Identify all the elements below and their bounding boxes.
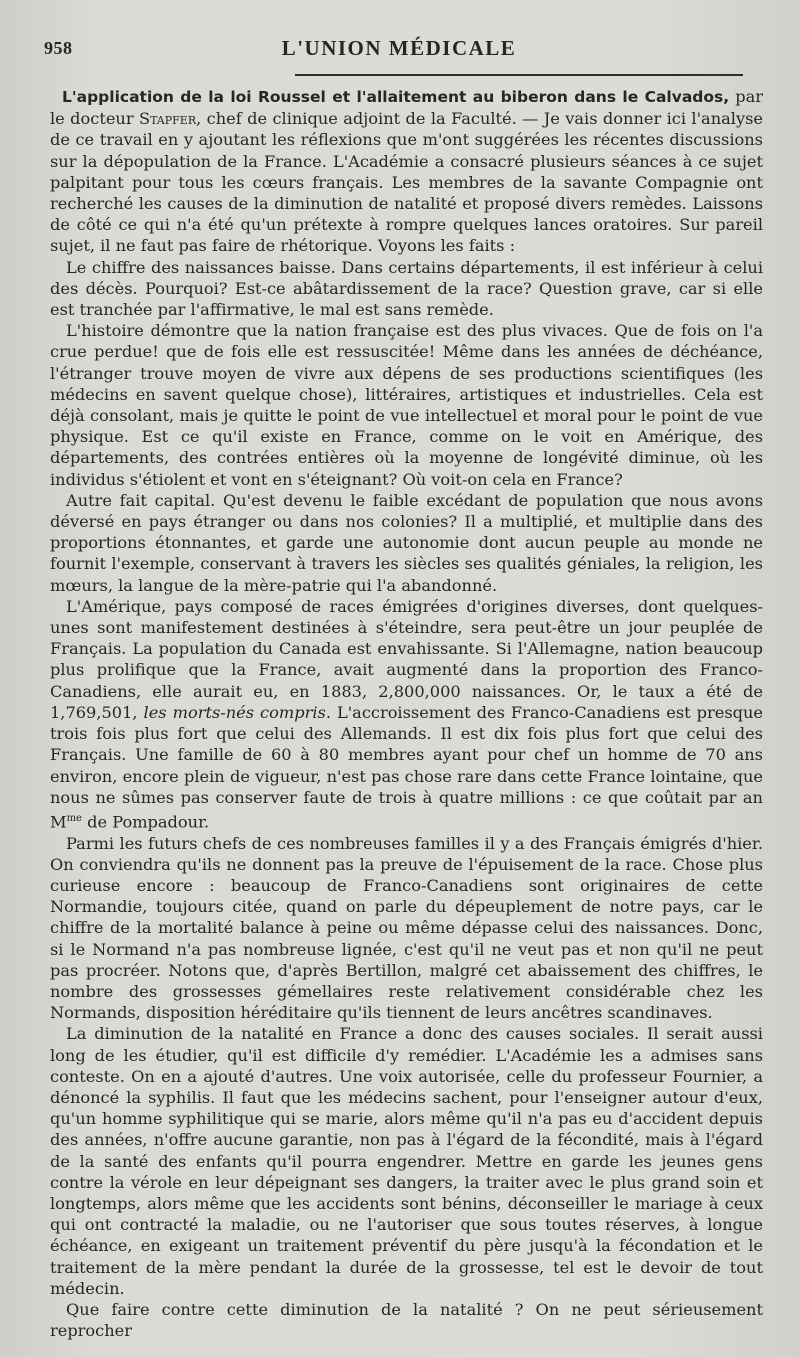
paragraph-5-part-b: . L'accroissement des Franco-Canadiens est presque trois fois plus fort que celui des Allemands. Il est dix fois plus fort que celui des Français. Une famille de 60 à 80 membres ayant pour chef un homme de 70 ans environ, encore plein de vigueur, n'est pas chose rare dans cette France lointaine, que nous ne sûmes pas conserver faute de trois à quatre millions : ce que coûtait par an M (50, 702, 763, 832)
paragraph-3: L'histoire démontre que la nation française est des plus vivaces. Que de fois on l'a crue perdue! que de fois elle est ressuscitée! Même dans les années de déchéance, l'étranger trouve moyen de vivre aux dépens de ses productions scientifiques (les médecins en savent quelque chose), littéraires, artistiques et industrielles. Cela est déjà consolant, mais je quitte le point de vue intellectuel et moral pour le point de vue physique. Est ce qu'il existe en France, comme on le voit en Amérique, des départements, des contrées entières où la moyenne de longévité diminue, où les individus s'étiolent et vont en s'éteignant? Où voit-on cela en France? (50, 321, 763, 489)
paragraph-5-part-a: L'Amérique, pays composé de races émigrées d'origines diverses, dont quelques-unes sont manifestement destinées à s'éteindre, sera peut-être un jour peuplée de Français. La population du Canada est envahissante. Si l'Allemagne, nation beaucoup plus prolifique que la France, avait augmenté dans la proportion des Franco-Canadiens, elle aurait eu, en 1883, 2,800,000 naissances. Or, le taux a été de 1,769,501, (50, 596, 763, 722)
header-rule (295, 74, 743, 76)
lead-connector: par le docteur (50, 87, 763, 129)
paragraph-7: La diminution de la natalité en France a donc des causes sociales. Il serait aussi long de les étudier, qu'il est difficile d'y remédier. L'Académie les a admises sans conteste. On en a ajouté d'autres. Une voix autorisée, celle du professeur Fournier, a dénoncé la syphilis. Il faut que les médecins sachent, pour l'enseigner autour d'eux, qu'un homme syphilitique qui se marie, alors même qu'il n'a pas eu d'accident depuis des années, n'offre aucune garantie, non pas à l'égard de la fécondité, mais à l'égard de la santé des enfants qu'il pourra engendrer. Mettre en garde les jeunes gens contre la vérole en leur dépeignant ses dangers, la traiter avec le plus grand soin et longtemps, alors même que les accidents sont bénins, déconseiller le mariage à ceux qui ont contracté la maladie, ou ne l'autoriser que sous toutes réserves, à longue échéance, en exigeant un traitement préventif du père jusqu'à la fécondation et le traitement de la mère pendant la durée de la grossesse, tel est le devoir de tout médecin. (50, 1024, 763, 1298)
superscript-me: me (66, 812, 82, 824)
paragraph-2: Le chiffre des naissances baisse. Dans certains départements, il est inférieur à celui des décès. Pourquoi? Est-ce abâtardissement de la race? Question grave, car si elle est tranchée par l'affirmative, le mal est sans remède. (50, 257, 763, 320)
article-body (50, 86, 763, 1341)
running-header (44, 34, 754, 64)
running-title: L'UNION MÉDICALE (281, 36, 517, 60)
paragraph-8: Que faire contre cette diminution de la natalité ? On ne peut sérieusement reprocher (50, 1299, 763, 1341)
paragraph-5-italic: les morts-nés compris (143, 702, 326, 722)
paragraph-5 (50, 596, 763, 833)
paragraph-4: Autre fait capital. Qu'est devenu le faible excédant de population que nous avons déversé en pays étranger ou dans nos colonies? Il a multiplié, et multiplie dans des proportions étonnantes, et garde une autonomie dont aucun peuple au monde ne fournit l'exemple, conservant à travers les siècles ses qualités géniales, la religion, les mœurs, la langue de la mère-patrie qui l'a abandonné. (50, 490, 763, 595)
paragraph-6: Parmi les futurs chefs de ces nombreuses familles il y a des Français émigrés d'hier. On conviendra qu'ils ne donnent pas la preuve de l'épuisement de la race. Chose plus curieuse encore : beaucoup de Franco-Canadiens sont originaires de cette Normandie, toujours citée, quand on parle du dépeuplement de notre pays, car le chiffre de la mortalité balance à peine ou même dépasse celui des naissances. Donc, si le Normand n'a pas nombreuse lignée, c'est qu'il ne veut pas et non qu'il ne peut pas procréer. Notons que, d'après Bertillon, malgré cet abaissement des chiffres, le nombre des grossesses gémellaires reste relativement considérable chez les Normands, disposition héréditaire qu'ils tiennent de leurs ancêtres scandinaves. (50, 833, 763, 1023)
page-number: 958 (44, 38, 73, 58)
paragraph-1 (50, 86, 763, 257)
article-lead-title: L'application de la loi Roussel et l'allaitement au biberon dans le Calvados, (62, 88, 730, 106)
lead-text: , chef de clinique adjoint de la Faculté. — Je vais donner ici l'analyse de ce travail en y ajoutant les réflexions que m'ont suggérées les récentes discussions sur la dépopulation de la France. L'Académie a consacré plusieurs séances à ce sujet palpitant pour tous les cœurs français. Les membres de la savante Compagnie ont recherché les causes de la diminution de natalité et proposé divers remèdes. Laissons de côté ce qui n'a été qu'un prétexte à rompre quelques lances oratoires. Sur pareil sujet, il ne faut pas faire de rhétorique. Voyons les faits : (50, 109, 763, 256)
paragraph-5-part-c: de Pompadour. (81, 812, 210, 832)
author-name: Stapfer (138, 109, 197, 129)
